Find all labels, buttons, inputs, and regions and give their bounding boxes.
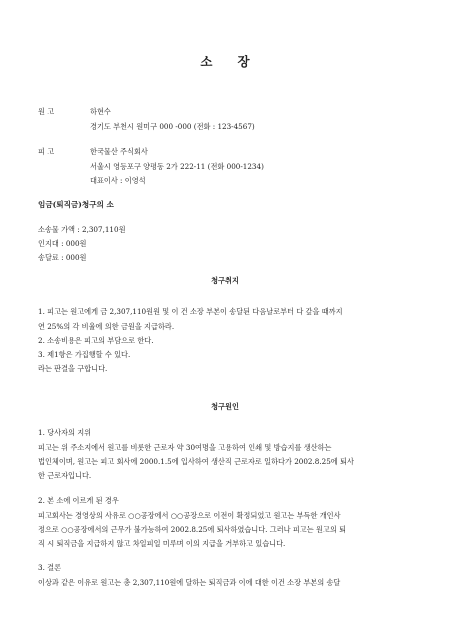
document-title: 소 장: [200, 54, 250, 69]
section-heading: 3. 결론: [38, 563, 62, 572]
section-line: 피고회사는 경영상의 사유로 ○○공장에서 ○○공장으로 이전이 확정되었고 원고는 부득한 개인사: [38, 511, 341, 520]
cause-heading: 청구원인: [211, 402, 239, 411]
plaintiff-role-label: 원 고: [38, 107, 55, 116]
defendant-name: 한국물산 주식회사: [90, 147, 148, 156]
section-line: 정으로 ○○공장에서의 근무가 불가능하여 2002.8.25에 퇴사하였습니다. 그러나 피고는 원고의 퇴: [38, 525, 347, 534]
claim-item: 2. 소송비용은 피고의 부담으로 한다.: [38, 336, 154, 345]
section-line: 피고는 위 주소지에서 원고를 비롯한 근로자 약 30여명을 고용하여 인쇄 및 방습지를 생산하는: [38, 443, 332, 452]
defendant-representative: 대표이사 : 이영석: [90, 176, 146, 185]
section-heading: 1. 당사자의 지위: [38, 428, 92, 437]
claim-item: 3. 제1항은 가집행할 수 있다.: [38, 350, 131, 359]
fee-service: 송달료 : 000원: [38, 253, 87, 262]
section-line: 법인체이며, 원고는 피고 회사에 2000.1.5에 입사하여 생산직 근로자로 일하다가 2002.8.25에 퇴사: [38, 457, 354, 466]
defendant-role-label: 피 고: [38, 147, 55, 156]
section-line: 이상과 같은 이유로 원고는 총 2,307,110원에 달하는 퇴직금과 이에 대한 이건 소장 부본의 송달: [38, 578, 341, 587]
section-line: 한 근로자입니다.: [38, 471, 92, 480]
claim-item: 1. 피고는 원고에게 금 2,307,110원원 및 이 건 소장 부본이 송달된 다음날로부터 다 갚을 때까지: [38, 307, 343, 316]
claim-item: 연 25%의 각 비율에 의한 금원을 지급하라.: [38, 322, 175, 331]
case-name: 임금(퇴직금)청구의 소: [38, 200, 114, 209]
fee-stamp: 인지대 : 000원: [38, 239, 87, 248]
plaintiff-address: 경기도 부천시 원미구 000 -000 (전화 : 123-4567): [90, 122, 255, 131]
section-heading: 2. 본 소에 이르게 된 경우: [38, 496, 119, 505]
plaintiff-name: 하현수: [90, 107, 111, 116]
claim-heading: 청구취지: [211, 276, 239, 285]
fee-amount: 소송물 가액 : 2,307,110원: [38, 225, 126, 234]
defendant-address: 서울시 영등포구 양평동 2가 222-11 (전화 000-1234): [90, 162, 264, 171]
claim-item: 라는 판결을 구합니다.: [38, 364, 108, 373]
section-line: 직 시 퇴직금을 지급하지 않고 차일피일 미루며 이의 지급을 거부하고 있습니다.: [38, 539, 286, 548]
